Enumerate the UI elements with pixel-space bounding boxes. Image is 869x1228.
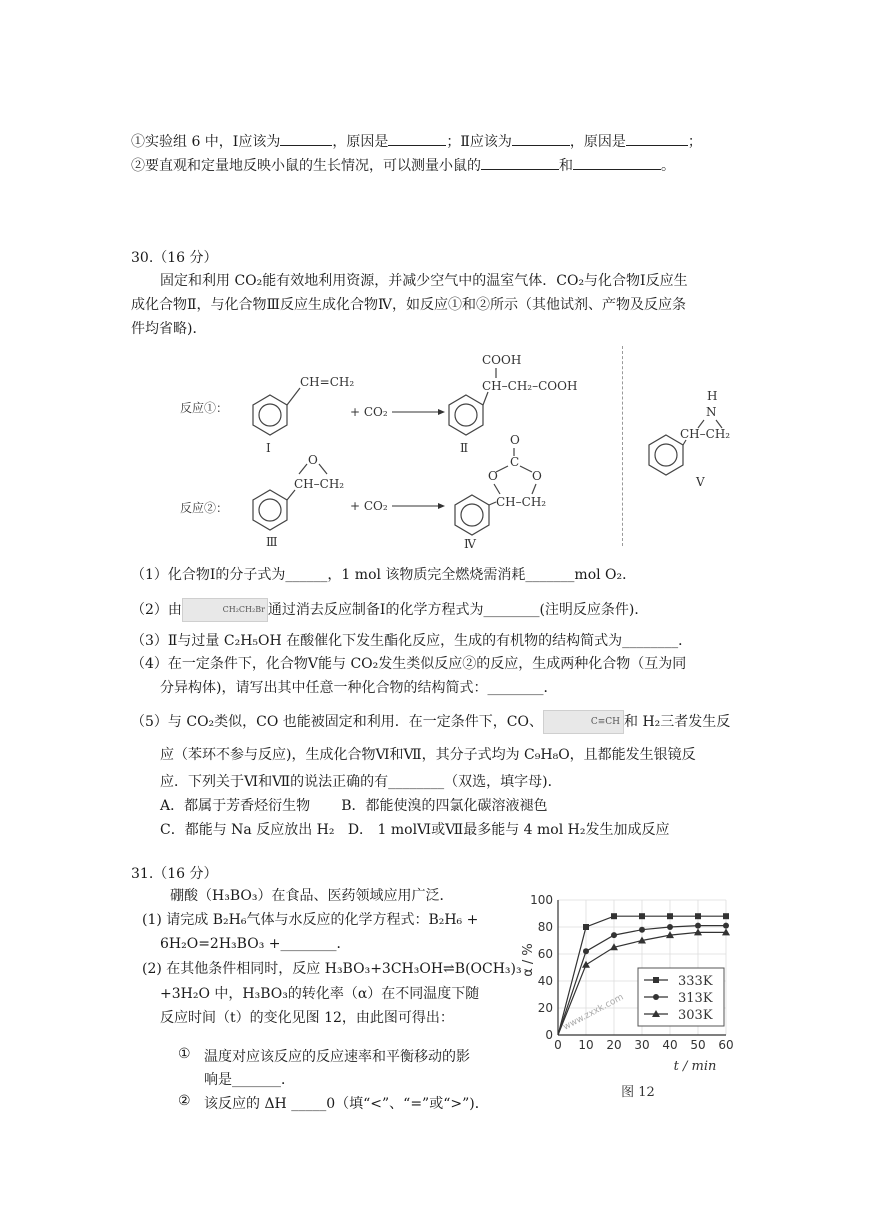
- q30-part1: （1）化合物Ⅰ的分子式为______，1 mol 该物质完全燃烧需消耗_______mol O₂．: [131, 567, 637, 583]
- q30-intro-line3: 件均省略)．: [131, 321, 207, 337]
- legend-marker-313K: [653, 994, 659, 1000]
- answer-blank[interactable]: [626, 131, 688, 146]
- q31-part1-line2: 6H₂O=2H₃BO₃ +________．: [160, 936, 351, 952]
- data-point-333K: [667, 913, 673, 919]
- q30-options-ab: A．都属于芳香烃衍生物 B．都能使溴的四氯化碳溶液褪色: [160, 798, 548, 814]
- compound-4-ring-o-left: O: [488, 469, 498, 483]
- legend-label-303K: 303K: [678, 1008, 713, 1023]
- compound-3-structure: [253, 464, 327, 530]
- data-point-333K: [695, 913, 701, 919]
- q30-part4-line2: 分异构体)，请写出其中任意一种化合物的结构简式：________．: [160, 680, 558, 696]
- data-point-313K: [611, 932, 617, 938]
- q31-part2-line2: +3H₂O 中，H₃BO₃的转化率（α）在不同温度下随: [160, 986, 480, 1002]
- reaction-scheme: [170, 340, 760, 550]
- compound-5-label: Ⅴ: [696, 475, 705, 489]
- compound-1-substituent: CH=CH₂: [300, 375, 355, 389]
- bromoethylbenzene-image: CH₂CH₂Br: [182, 598, 268, 622]
- compound-2-structure: [449, 392, 488, 435]
- reaction-2-label: 反应②：: [180, 501, 229, 515]
- data-point-313K: [695, 923, 701, 929]
- q30-part4-line1: （4）在一定条件下，化合物Ⅴ能与 CO₂发生类似反应②的反应，生成两种化合物（互为同: [131, 656, 687, 672]
- q31-header: 31.（16 分）: [131, 866, 218, 882]
- compound-5-nitrogen: N: [706, 405, 717, 419]
- phenylacetylene-image: C≡CH: [543, 710, 624, 734]
- compound-4-label: Ⅳ: [464, 537, 476, 550]
- data-point-303K: [582, 961, 590, 968]
- compound-2-label: Ⅱ: [460, 441, 469, 455]
- data-point-333K: [723, 913, 729, 919]
- data-point-333K: [611, 913, 617, 919]
- data-point-313K: [667, 924, 673, 930]
- compound-5-ring: CH–CH₂: [680, 427, 731, 441]
- chart-y-tick-label: 0: [545, 1028, 553, 1042]
- legend-label-333K: 333K: [678, 974, 713, 989]
- chart-x-tick-label: 60: [718, 1038, 734, 1052]
- arrowhead-2: [438, 503, 445, 509]
- answer-blank[interactable]: [573, 155, 661, 170]
- q30-part2: （2）由 CH₂CH₂Br 通过消去反应制备Ⅰ的化学方程式为________(注明反应条件)．: [131, 598, 648, 622]
- compound-1-structure: [253, 388, 300, 435]
- answer-blank[interactable]: [481, 155, 559, 170]
- data-point-313K: [583, 948, 589, 954]
- q31-intro: 硼酸（H₃BO₃）在食品、医药领域应用广泛．: [170, 888, 454, 904]
- q30-part5-line1: （5）与 CO₂类似，CO 也能被固定和利用．在一定条件下，CO、 C≡CH 和 H₂三者发生反: [131, 710, 730, 734]
- answer-blank[interactable]: [388, 131, 446, 146]
- chart-y-tick-label: 40: [537, 974, 553, 988]
- chart-x-tick-label: 20: [606, 1038, 622, 1052]
- chart-x-tick-label: 10: [578, 1038, 594, 1052]
- compound-1-label: Ⅰ: [266, 441, 271, 455]
- data-point-313K: [723, 923, 729, 929]
- chart-y-tick-label: 60: [537, 947, 553, 961]
- data-point-313K: [639, 927, 645, 933]
- q29-line2: ②要直观和定量地反映小鼠的生长情况，可以测量小鼠的 和 。: [131, 155, 675, 175]
- compound-4-carbonyl-o: O: [510, 433, 520, 447]
- legend-label-313K: 313K: [678, 991, 713, 1006]
- chart-x-tick-label: 40: [662, 1038, 678, 1052]
- q29-line1: ①实验组 6 中，Ⅰ应该为 ，原因是 ；Ⅱ应该为 ，原因是 ；: [131, 131, 702, 151]
- co2-reagent-1: + CO₂: [350, 405, 388, 419]
- q30-part3: （3）Ⅱ与过量 C₂H₅OH 在酸催化下发生酯化反应，生成的有机物的结构简式为________．: [131, 633, 693, 649]
- compound-4-ring-o-right: O: [532, 469, 542, 483]
- conversion-chart: [510, 880, 750, 1110]
- q31-part2-line1: (2) 在其他条件相同时，反应 H₃BO₃+3CH₃OH⇌B(OCH₃)₃: [142, 961, 522, 977]
- q30-intro-line1: 固定和利用 CO₂能有效地利用资源，并减少空气中的温室气体．CO₂与化合物Ⅰ反应生: [160, 273, 688, 289]
- answer-blank[interactable]: [512, 131, 570, 146]
- chart-y-axis-label: α / %: [521, 943, 536, 977]
- chart-y-tick-label: 80: [537, 920, 553, 934]
- legend-marker-333K: [653, 977, 659, 983]
- co2-reagent-2: + CO₂: [350, 499, 388, 513]
- q30-options-cd: C．都能与 Na 反应放出 H₂ D． 1 molⅥ或Ⅶ最多能与 4 mol H₂发生加成反应: [160, 822, 670, 838]
- compound-2-cooh-top: COOH: [482, 353, 522, 367]
- compound-2-chain: CH–CH₂–COOH: [482, 379, 578, 393]
- q31-sub1-line1: 温度对应该反应的反应速率和平衡移动的影: [204, 1049, 470, 1065]
- q31-sub2-text: 该反应的 ΔH _____0（填“<”、“=”或“>”)．: [204, 1096, 489, 1112]
- q31-part2-line3: 反应时间（t）的变化见图 12，由此图可得出：: [160, 1010, 454, 1026]
- q30-part5-line2: 应（苯环不参与反应)，生成化合物Ⅵ和Ⅶ，其分子式均为 C₉H₈O，且都能发生银镜反: [160, 747, 696, 763]
- q31-part1-line1: (1) 请完成 B₂H₆气体与水反应的化学方程式：B₂H₆ +: [142, 912, 479, 928]
- compound-3-label: Ⅲ: [266, 535, 278, 549]
- figure-caption: 图 12: [621, 1085, 655, 1100]
- chart-x-tick-label: 50: [690, 1038, 706, 1052]
- chart-x-tick-label: 0: [554, 1038, 562, 1052]
- data-point-333K: [583, 924, 589, 930]
- q30-intro-line2: 成化合物Ⅱ，与化合物Ⅲ反应生成化合物Ⅳ，如反应①和②所示（其他试剂、产物及反应条: [131, 297, 687, 313]
- arrowhead-1: [438, 409, 445, 415]
- chart-x-tick-label: 30: [634, 1038, 650, 1052]
- q31-sub1-number: ①: [178, 1046, 191, 1062]
- compound-5-hydrogen: H: [707, 389, 718, 403]
- compound-4-structure: [455, 495, 496, 535]
- answer-blank[interactable]: [280, 131, 332, 146]
- compound-5-structure: [649, 435, 686, 475]
- q30-header: 30.（16 分）: [131, 250, 218, 266]
- chart-y-tick-label: 20: [537, 1001, 553, 1015]
- compound-4-carbon: C: [510, 455, 520, 469]
- chart-y-tick-label: 100: [530, 893, 553, 907]
- q30-part5-line3: 应．下列关于Ⅵ和Ⅶ的说法正确的有________（双选，填字母)．: [160, 774, 562, 790]
- data-point-333K: [639, 913, 645, 919]
- q31-sub1-line2: 响是_______．: [204, 1072, 295, 1088]
- compound-3-oxygen: O: [308, 453, 318, 467]
- chart-x-axis-label: t / min: [673, 1059, 717, 1074]
- scheme-divider: [622, 346, 623, 546]
- reaction-1-label: 反应①：: [180, 401, 229, 415]
- compound-4-ring: CH–CH₂: [496, 495, 547, 509]
- q31-sub2-number: ②: [178, 1093, 191, 1109]
- chart-watermark: www.zxxk.com: [561, 992, 626, 1033]
- compound-3-ring: CH–CH₂: [294, 477, 345, 491]
